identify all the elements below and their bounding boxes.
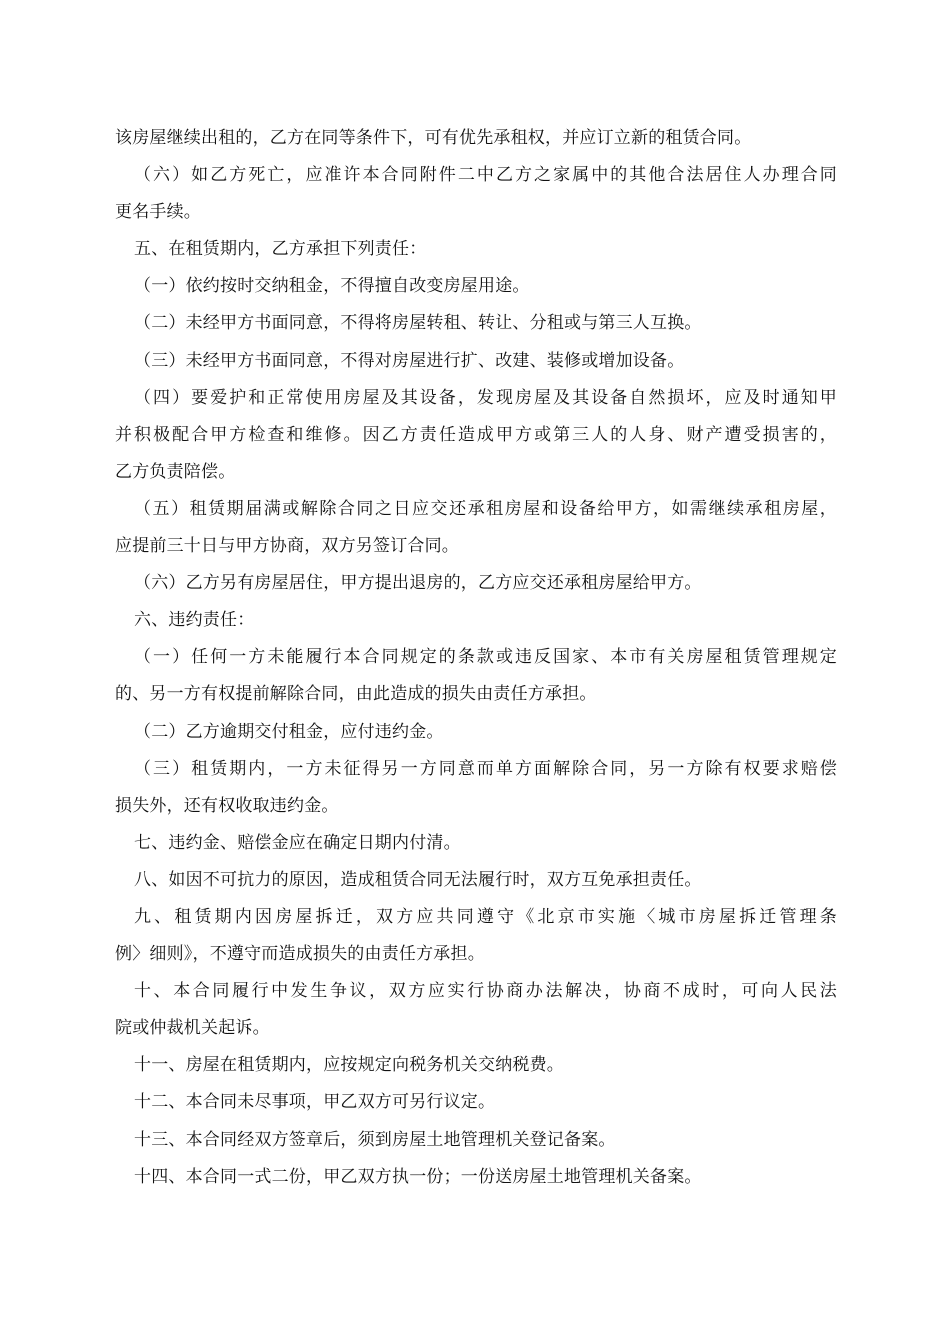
section-heading: 十、本合同履行中发生争议，双方应实行协商办法解决，协商不成时，可向人民法	[134, 981, 837, 1002]
text-line: 损失外，还有权收取违约金。	[115, 795, 339, 816]
text-line: 乙方负责陪偿。	[115, 461, 236, 482]
text-line: （六）乙方另有房屋居住，甲方提出退房的，乙方应交还承租房屋给甲方。	[134, 573, 702, 594]
text-line: （三）未经甲方书面同意，不得对房屋进行扩、改建、装修或增加设备。	[134, 350, 685, 371]
contract-text	[115, 120, 837, 1196]
section-heading: 十二、本合同未尽事项，甲乙双方可另行议定。	[134, 1092, 496, 1113]
text-line: 并积极配合甲方检查和维修。因乙方责任造成甲方或第三人的人身、财产遭受损害的，	[115, 424, 837, 445]
text-line: （二）乙方逾期交付租金，应付违约金。	[134, 721, 444, 742]
text-line: （二）未经甲方书面同意，不得将房屋转租、转让、分租或与第三人互换。	[134, 313, 702, 334]
text-line: 的、另一方有权提前解除合同，由此造成的损失由责任方承担。	[115, 684, 597, 705]
text-line: 应提前三十日与甲方协商，双方另签订合同。	[115, 536, 459, 557]
section-heading: 十三、本合同经双方签章后，须到房屋土地管理机关登记备案。	[134, 1129, 616, 1150]
text-line: （三）租赁期内，一方未征得另一方同意而单方面解除合同，另一方除有权要求赔偿	[134, 758, 837, 779]
text-line: （一）任何一方未能履行本合同规定的条款或违反国家、本市有关房屋租赁管理规定	[134, 647, 837, 668]
section-heading: 十一、房屋在租赁期内，应按规定向税务机关交纳税费。	[134, 1055, 564, 1076]
text-line: 院或仲裁机关起诉。	[115, 1018, 270, 1039]
text-line: 该房屋继续出租的，乙方在同等条件下，可有优先承租权，并应订立新的租赁合同。	[115, 128, 752, 148]
text-line: （六）如乙方死亡，应准许本合同附件二中乙方之家属中的其他合法居住人办理合同	[134, 165, 837, 186]
section-heading: 十四、本合同一式二份，甲乙双方执一份；一份送房屋土地管理机关备案。	[134, 1166, 702, 1187]
text-line: （四）要爱护和正常使用房屋及其设备，发现房屋及其设备自然损坏，应及时通知甲	[134, 387, 837, 408]
section-heading: 七、违约金、赔偿金应在确定日期内付清。	[134, 832, 461, 853]
section-heading: 九、租赁期内因房屋拆迁，双方应共同遵守《北京市实施〈城市房屋拆迁管理条	[134, 906, 837, 927]
section-heading: 六、违约责任：	[134, 610, 255, 631]
text-line: （五）租赁期届满或解除合同之日应交还承租房屋和设备给甲方，如需继续承租房屋，	[134, 498, 837, 519]
text-line: 更名手续。	[115, 202, 201, 223]
text-line: （一）依约按时交纳租金，不得擅自改变房屋用途。	[134, 276, 530, 297]
section-heading: 八、如因不可抗力的原因，造成租赁合同无法履行时，双方互免承担责任。	[134, 869, 702, 890]
text-line: 例〉细则》，不遵守而造成损失的由责任方承担。	[115, 944, 485, 965]
section-heading: 五、在租赁期内，乙方承担下列责任：	[134, 239, 427, 260]
